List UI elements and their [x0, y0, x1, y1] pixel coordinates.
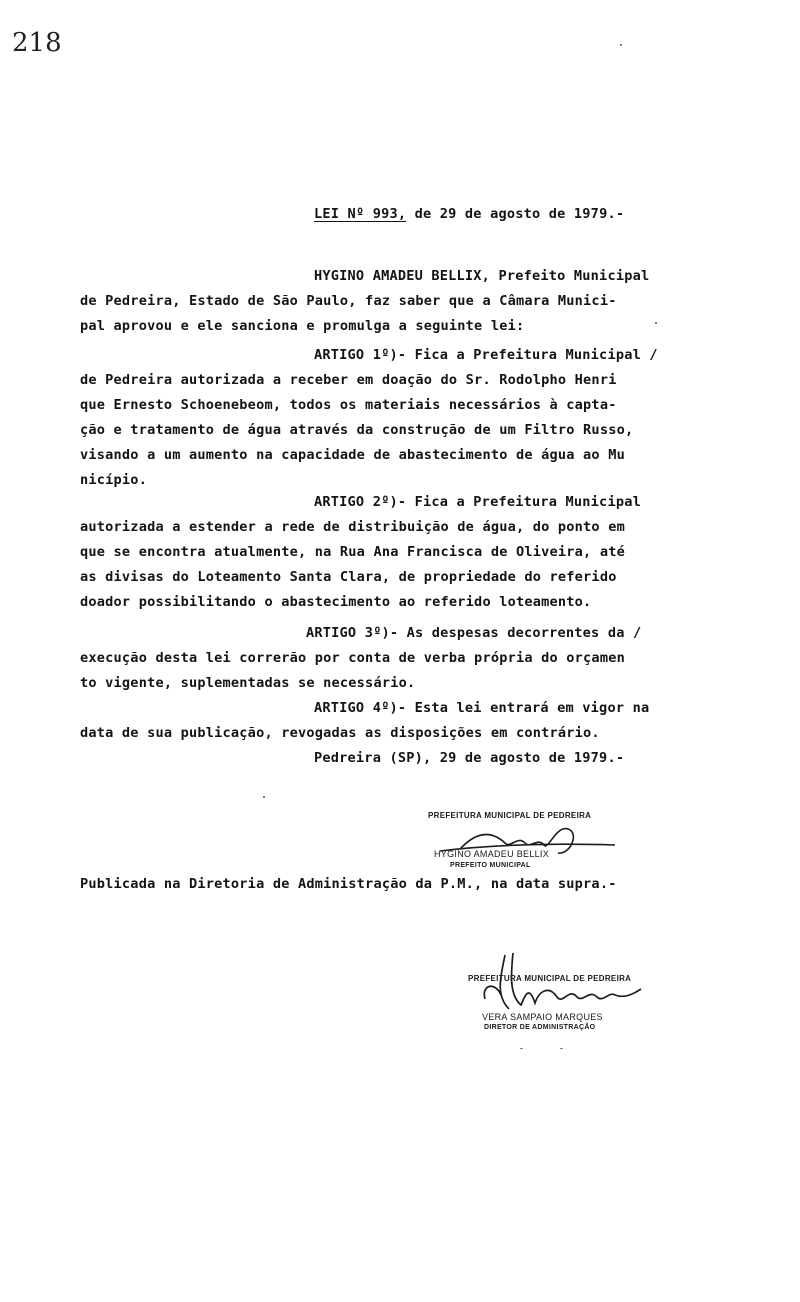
mayor-signature [430, 815, 630, 863]
preamble-line: HYGINO AMADEU BELLIX, Prefeito Municipal [314, 268, 650, 284]
article-line: to vigente, suplementadas se necessário. [80, 675, 416, 691]
article-line: que Ernesto Schoenebeom, todos os materiais necessários à capta- [80, 397, 617, 413]
publication-line: Publicada na Diretoria de Administração da P.M., na data supra.- [80, 876, 617, 892]
stamp-role: PREFEITO MUNICIPAL [450, 862, 531, 869]
article-1 [80, 343, 695, 493]
article-2 [80, 490, 695, 615]
article-line: ARTIGO 3º)- As despesas decorrentes da / [306, 625, 642, 641]
preamble [80, 264, 695, 339]
stamp-header: PREFEITURA MUNICIPAL DE PEDREIRA [428, 811, 592, 820]
law-title: LEI Nº 993, [314, 206, 407, 222]
article-line: de Pedreira autorizada a receber em doação do Sr. Rodolpho Henri [80, 372, 617, 388]
article-line: que se encontra atualmente, na Rua Ana Francisca de Oliveira, até [80, 544, 625, 560]
scan-speck [620, 44, 622, 46]
place-date: Pedreira (SP), 29 de agosto de 1979.- [314, 750, 625, 766]
scan-speck [655, 322, 657, 324]
scan-speck [520, 1048, 523, 1049]
director-signature [465, 945, 665, 1025]
preamble-line: pal aprovou e ele sanciona e promulga a seguinte lei: [80, 318, 525, 334]
article-4 [80, 696, 695, 746]
article-line: autorizada a estender a rede de distribuição de água, do ponto em [80, 519, 625, 535]
law-header [314, 202, 624, 227]
stamp-name: HYGINO AMADEU BELLIX [434, 849, 550, 859]
scan-speck [560, 1048, 563, 1049]
article-line: ção e tratamento de água através da construção de um Filtro Russo, [80, 422, 634, 438]
page-number: 218 [12, 28, 62, 58]
article-line: ARTIGO 2º)- Fica a Prefeitura Municipal [314, 494, 641, 510]
article-line: ARTIGO 4º)- Esta lei entrará em vigor na [314, 700, 650, 716]
article-3 [80, 621, 695, 696]
article-line: ARTIGO 1º)- Fica a Prefeitura Municipal / [314, 347, 658, 363]
article-line: doador possibilitando o abastecimento ao referido loteamento. [80, 594, 592, 610]
preamble-line: de Pedreira, Estado de São Paulo, faz saber que a Câmara Munici- [80, 293, 617, 309]
article-line: nicípio. [80, 472, 148, 488]
article-line: execução desta lei correrão por conta de verba própria do orçamen [80, 650, 625, 666]
article-line: visando a um aumento na capacidade de abastecimento de água ao Mu [80, 447, 625, 463]
article-line: data de sua publicação, revogadas as disposições em contrário. [80, 725, 600, 741]
stamp-name: VERA SAMPAIO MARQUES [482, 1012, 603, 1022]
article-line: as divisas do Loteamento Santa Clara, de propriedade do referido [80, 569, 617, 585]
scan-speck [263, 796, 265, 798]
law-date: de 29 de agosto de 1979.- [406, 206, 625, 222]
stamp-role: DIRETOR DE ADMINISTRAÇÃO [484, 1024, 596, 1031]
stamp-header: PREFEITURA MUNICIPAL DE PEDREIRA [468, 974, 632, 983]
